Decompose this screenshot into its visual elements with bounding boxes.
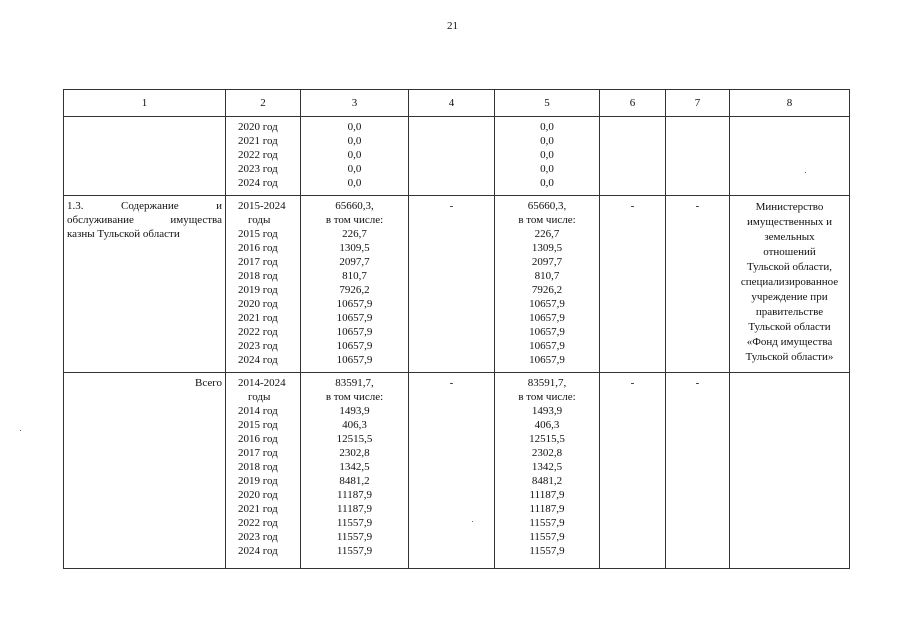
year-label: годы <box>248 214 271 226</box>
page-number: 21 <box>447 20 458 32</box>
year-label: 2021 год <box>238 503 278 515</box>
executor-line: Тульской области <box>748 321 831 333</box>
col7-cell: - <box>666 373 730 569</box>
amount: 10657,9 <box>529 312 565 324</box>
amount: 810,7 <box>342 270 367 282</box>
amount: 226,7 <box>534 228 560 240</box>
executor-line: Министерство <box>755 201 824 213</box>
amount: 10657,9 <box>529 354 565 366</box>
year-label: 2022 год <box>238 517 278 529</box>
total-amount-cell <box>301 117 409 196</box>
col7-cell <box>666 117 730 196</box>
amount: 11557,9 <box>336 531 373 543</box>
total-amount-cell <box>301 373 409 569</box>
amount: 11557,9 <box>336 517 373 529</box>
year-label: 2020 год <box>238 489 278 501</box>
amount: 11557,9 <box>336 545 373 557</box>
scan-speck <box>805 172 806 173</box>
regional-budget-cell <box>495 196 600 373</box>
amount: 10657,9 <box>529 298 565 310</box>
amount: 65660,3, <box>335 200 374 212</box>
header-cell-5: 5 <box>495 90 600 117</box>
year-label: 2020 год <box>238 298 278 310</box>
year-label: 2016 год <box>238 433 278 445</box>
executor-cell <box>730 196 850 373</box>
amount: 12515,5 <box>529 433 565 445</box>
year-label: 2015-2024 <box>238 200 286 212</box>
col6-cell <box>600 117 666 196</box>
regional-budget-cell <box>495 373 600 569</box>
executor-line: учреждение при <box>751 291 828 303</box>
year-label: 2017 год <box>238 447 278 459</box>
executor-line: «Фонд имущества <box>746 336 833 348</box>
amount: 0,0 <box>540 163 554 175</box>
year-label: 2016 год <box>238 242 278 254</box>
year-label: 2022 год <box>238 326 278 338</box>
year-label: годы <box>248 391 271 403</box>
amount: 7926,2 <box>531 284 563 296</box>
year-label: 2024 год <box>238 354 278 366</box>
year-label: 2024 год <box>238 177 278 189</box>
executor-line: Тульской области, <box>746 261 833 273</box>
year-label: 2023 год <box>238 531 278 543</box>
header-cell-4: 4 <box>409 90 495 117</box>
year-label: 2018 год <box>238 461 278 473</box>
amount: 12515,5 <box>336 433 373 445</box>
amount: 11187,9 <box>529 489 565 501</box>
header-cell-3: 3 <box>301 90 409 117</box>
amount: 0,0 <box>347 121 362 133</box>
year-label: 2019 год <box>238 284 278 296</box>
scan-speck <box>472 521 473 522</box>
item-name-line: обслуживание имущества <box>67 214 222 226</box>
regional-budget-cell <box>495 117 600 196</box>
executor-line: земельных <box>764 231 815 243</box>
scan-speck <box>20 430 21 431</box>
amount: 0,0 <box>540 135 554 147</box>
year-label: 2023 год <box>238 340 278 352</box>
table-row <box>64 196 850 373</box>
executor-cell <box>730 117 850 196</box>
item-name-line: 1.3. Содержание и <box>67 200 222 212</box>
amount: 0,0 <box>347 163 362 175</box>
amount: 11557,9 <box>529 545 565 557</box>
executor-line: Тульской области» <box>745 351 834 363</box>
year-label: 2022 год <box>238 149 278 161</box>
amount: 11187,9 <box>337 503 372 515</box>
header-cell-2: 2 <box>226 90 301 117</box>
year-label: 2015 год <box>238 419 278 431</box>
amount: 8481,2 <box>531 475 563 487</box>
amount: 0,0 <box>540 177 554 189</box>
amount: 1309,5 <box>531 242 563 254</box>
header-cell-8: 8 <box>730 90 850 117</box>
amount: 1342,5 <box>339 461 370 473</box>
amount-note: в том числе: <box>518 214 576 226</box>
year-label: 2018 год <box>238 270 278 282</box>
amount: 11187,9 <box>337 489 372 501</box>
amount: 2097,7 <box>339 256 370 268</box>
year-label: 2024 год <box>238 545 278 557</box>
amount: 83591,7, <box>527 377 567 389</box>
amount: 0,0 <box>540 149 554 161</box>
table-row <box>64 117 850 196</box>
amount: 810,7 <box>534 270 560 282</box>
executor-line: отношений <box>763 246 816 258</box>
col6-cell: - <box>600 373 666 569</box>
amount: 1342,5 <box>531 461 563 473</box>
amount: 10657,9 <box>529 340 565 352</box>
header-cell-7: 7 <box>666 90 730 117</box>
years-cell <box>226 117 301 196</box>
item-name-line: казны Тульской области <box>67 228 180 240</box>
amount: 10657,9 <box>336 298 373 310</box>
amount: 2302,8 <box>339 447 370 459</box>
amount: 65660,3, <box>527 200 567 212</box>
name-cell <box>64 117 226 196</box>
total-amount-cell <box>301 196 409 373</box>
year-label: 2017 год <box>238 256 278 268</box>
amount: 11187,9 <box>529 503 565 515</box>
name-cell <box>64 196 226 373</box>
header-cell-6: 6 <box>600 90 666 117</box>
year-label: 2015 год <box>238 228 278 240</box>
amount: 406,3 <box>534 419 560 431</box>
amount: 10657,9 <box>336 354 373 366</box>
col4-cell: - <box>409 196 495 373</box>
header-row <box>64 90 850 117</box>
amount: 83591,7, <box>335 377 374 389</box>
amount-note: в том числе: <box>518 391 576 403</box>
years-cell <box>226 373 301 569</box>
amount: 1309,5 <box>339 242 370 254</box>
amount: 10657,9 <box>336 326 373 338</box>
col4-cell <box>409 117 495 196</box>
amount: 7926,2 <box>339 284 370 296</box>
year-label: 2014-2024 <box>238 377 286 389</box>
program-table <box>63 89 850 569</box>
col6-cell: - <box>600 196 666 373</box>
year-label: 2014 год <box>238 405 278 417</box>
year-label: 2020 год <box>238 121 278 133</box>
executor-line: специализированное <box>740 276 839 288</box>
amount: 406,3 <box>342 419 367 431</box>
years-cell <box>226 196 301 373</box>
year-label: 2021 год <box>238 312 278 324</box>
amount: 10657,9 <box>529 326 565 338</box>
amount: 11557,9 <box>529 531 565 543</box>
amount: 0,0 <box>347 177 362 189</box>
year-label: 2023 год <box>238 163 278 175</box>
amount-note: в том числе: <box>325 214 384 226</box>
amount: 0,0 <box>540 121 554 133</box>
amount: 0,0 <box>347 135 362 147</box>
amount: 11557,9 <box>529 517 565 529</box>
year-label: 2021 год <box>238 135 278 147</box>
total-label: Всего <box>64 373 226 569</box>
amount: 10657,9 <box>336 312 373 324</box>
header-cell-1: 1 <box>64 90 226 117</box>
table-row-total <box>64 373 850 569</box>
amount: 8481,2 <box>339 475 370 487</box>
amount: 10657,9 <box>336 340 373 352</box>
col4-cell: - <box>409 373 495 569</box>
executor-line: правительстве <box>755 306 824 318</box>
amount: 1493,9 <box>339 405 370 417</box>
amount: 0,0 <box>347 149 362 161</box>
amount: 2097,7 <box>531 256 563 268</box>
amount: 226,7 <box>342 228 367 240</box>
year-label: 2019 год <box>238 475 278 487</box>
amount: 1493,9 <box>531 405 563 417</box>
amount: 2302,8 <box>531 447 563 459</box>
col7-cell: - <box>666 196 730 373</box>
executor-cell <box>730 373 850 569</box>
amount-note: в том числе: <box>325 391 384 403</box>
executor-line: имущественных и <box>747 216 832 228</box>
